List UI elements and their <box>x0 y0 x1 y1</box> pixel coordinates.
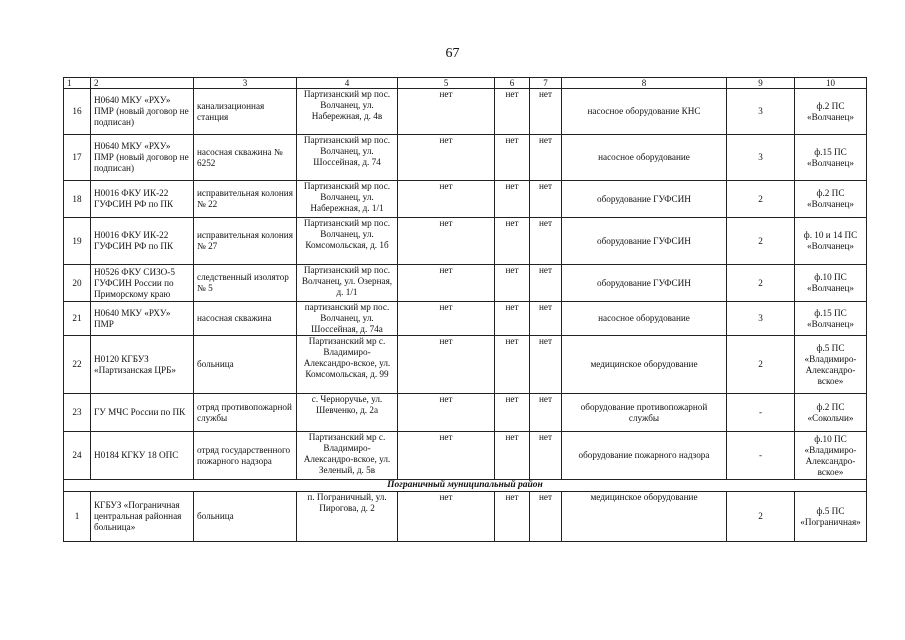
col5-value: нет <box>398 135 495 181</box>
row-number: 19 <box>64 218 91 265</box>
data-table <box>63 77 867 542</box>
table-row <box>64 302 867 336</box>
col5-value: нет <box>398 218 495 265</box>
col7-value: нет <box>530 492 562 542</box>
table-row <box>64 218 867 265</box>
col6-value: нет <box>495 89 530 135</box>
header-cell: 2 <box>91 78 194 89</box>
facility-type: насосная скважина № 6252 <box>194 135 297 181</box>
equipment-type: насосное оборудование <box>562 302 727 336</box>
equipment-type: оборудование ГУФСИН <box>562 218 727 265</box>
row-number: 16 <box>64 89 91 135</box>
form-reference: ф.15 ПС «Волчанец» <box>795 302 867 336</box>
row-number: 21 <box>64 302 91 336</box>
col6-value: нет <box>495 492 530 542</box>
row-number: 23 <box>64 394 91 432</box>
organization-name: ГУ МЧС России по ПК <box>91 394 194 432</box>
facility-address: Партизанский мр пос. Волчанец, ул. Озерная, д. 1/1 <box>297 265 398 302</box>
row-number: 20 <box>64 265 91 302</box>
col6-value: нет <box>495 394 530 432</box>
header-cell: 4 <box>297 78 398 89</box>
facility-address: с. Черноручье, ул. Шевченко, д. 2а <box>297 394 398 432</box>
facility-address: Партизанский мр пос. Волчанец, ул. Набережная, д. 1/1 <box>297 181 398 218</box>
col5-value: нет <box>398 302 495 336</box>
equipment-type: насосное оборудование <box>562 135 727 181</box>
count-value: 2 <box>727 181 795 218</box>
facility-address: Партизанский мр пос. Волчанец, ул. Комсомольская, д. 1б <box>297 218 398 265</box>
facility-type: исправительная колония № 27 <box>194 218 297 265</box>
equipment-type: медицинское оборудование <box>562 336 727 394</box>
form-reference: ф.2 ПС «Волчанец» <box>795 181 867 218</box>
col6-value: нет <box>495 336 530 394</box>
facility-type: отряд противопожарной службы <box>194 394 297 432</box>
col7-value: нет <box>530 394 562 432</box>
col6-value: нет <box>495 432 530 480</box>
page-number: 67 <box>445 46 460 61</box>
organization-name: Н0184 КГКУ 18 ОПС <box>91 432 194 480</box>
table-row <box>64 336 867 394</box>
organization-name: Н0640 МКУ «РХУ» ПМР <box>91 302 194 336</box>
row-number: 22 <box>64 336 91 394</box>
col7-value: нет <box>530 181 562 218</box>
organization-name: Н0016 ФКУ ИК-22 ГУФСИН РФ по ПК <box>91 181 194 218</box>
organization-name: Н0640 МКУ «РХУ» ПМР (новый договор не подписан) <box>91 89 194 135</box>
organization-name: КГБУЗ «Пограничная центральная районная больница» <box>91 492 194 542</box>
col6-value: нет <box>495 218 530 265</box>
facility-address: партизанский мр пос. Волчанец, ул. Шоссейная, д. 74а <box>297 302 398 336</box>
equipment-type: оборудование пожарного надзора <box>562 432 727 480</box>
header-cell: 7 <box>530 78 562 89</box>
col5-value: нет <box>398 89 495 135</box>
header-row <box>64 78 867 89</box>
facility-type: отряд государственного пожарного надзора <box>194 432 297 480</box>
header-cell: 1 <box>64 78 91 89</box>
count-value: - <box>727 432 795 480</box>
equipment-type: медицинское оборудование <box>562 492 727 542</box>
section-row <box>64 480 867 492</box>
organization-name: Н0526 ФКУ СИЗО-5 ГУФСИН России по Приморскому краю <box>91 265 194 302</box>
form-reference: ф.10 ПС «Волчанец» <box>795 265 867 302</box>
facility-type: больница <box>194 492 297 542</box>
facility-type: насосная скважина <box>194 302 297 336</box>
table-row <box>64 432 867 480</box>
header-cell: 6 <box>495 78 530 89</box>
col5-value: нет <box>398 181 495 218</box>
equipment-type: оборудование ГУФСИН <box>562 265 727 302</box>
col6-value: нет <box>495 135 530 181</box>
table-row <box>64 265 867 302</box>
col7-value: нет <box>530 432 562 480</box>
col5-value: нет <box>398 432 495 480</box>
form-reference: ф.5 ПС «Пограничная» <box>795 492 867 542</box>
count-value: 3 <box>727 89 795 135</box>
col6-value: нет <box>495 302 530 336</box>
facility-address: Партизанский мр пос. Волчанец, ул. Набережная, д. 4в <box>297 89 398 135</box>
form-reference: ф.15 ПС «Волчанец» <box>795 135 867 181</box>
count-value: 2 <box>727 265 795 302</box>
section-title: Пограничный муниципальный район <box>64 480 867 492</box>
header-cell: 8 <box>562 78 727 89</box>
facility-type: исправительная колония № 22 <box>194 181 297 218</box>
header-cell: 9 <box>727 78 795 89</box>
col5-value: нет <box>398 336 495 394</box>
row-number: 1 <box>64 492 91 542</box>
count-value: 2 <box>727 336 795 394</box>
col7-value: нет <box>530 302 562 336</box>
facility-address: п. Пограничный, ул. Пирогова, д. 2 <box>297 492 398 542</box>
form-reference: ф.10 ПС «Владимиро-Александро-вское» <box>795 432 867 480</box>
form-reference: ф.2 ПС «Сокольчи» <box>795 394 867 432</box>
col5-value: нет <box>398 492 495 542</box>
header-cell: 10 <box>795 78 867 89</box>
organization-name: Н0640 МКУ «РХУ» ПМР (новый договор не подписан) <box>91 135 194 181</box>
header-cell: 3 <box>194 78 297 89</box>
col6-value: нет <box>495 181 530 218</box>
col7-value: нет <box>530 89 562 135</box>
table-row <box>64 181 867 218</box>
facility-type: канализационная станция <box>194 89 297 135</box>
col5-value: нет <box>398 265 495 302</box>
facility-type: следственный изолятор № 5 <box>194 265 297 302</box>
header-cell: 5 <box>398 78 495 89</box>
count-value: 3 <box>727 135 795 181</box>
row-number: 17 <box>64 135 91 181</box>
form-reference: ф. 10 и 14 ПС «Волчанец» <box>795 218 867 265</box>
equipment-type: оборудование ГУФСИН <box>562 181 727 218</box>
count-value: - <box>727 394 795 432</box>
table-row <box>64 135 867 181</box>
col7-value: нет <box>530 336 562 394</box>
facility-type: больница <box>194 336 297 394</box>
row-number: 18 <box>64 181 91 218</box>
organization-name: Н0120 КГБУЗ «Партизанская ЦРБ» <box>91 336 194 394</box>
form-reference: ф.2 ПС «Волчанец» <box>795 89 867 135</box>
col7-value: нет <box>530 218 562 265</box>
table-row <box>64 394 867 432</box>
table-row <box>64 492 867 542</box>
col6-value: нет <box>495 265 530 302</box>
col7-value: нет <box>530 265 562 302</box>
equipment-type: оборудование противопожарной службы <box>562 394 727 432</box>
equipment-type: насосное оборудование КНС <box>562 89 727 135</box>
col5-value: нет <box>398 394 495 432</box>
organization-name: Н0016 ФКУ ИК-22 ГУФСИН РФ по ПК <box>91 218 194 265</box>
facility-address: Партизанский мр с. Владимиро-Александро-вское, ул. Зеленый, д. 5в <box>297 432 398 480</box>
count-value: 3 <box>727 302 795 336</box>
table-row <box>64 89 867 135</box>
col7-value: нет <box>530 135 562 181</box>
count-value: 2 <box>727 218 795 265</box>
count-value: 2 <box>727 492 795 542</box>
form-reference: ф.5 ПС «Владимиро-Александро-вское» <box>795 336 867 394</box>
facility-address: Партизанский мр пос. Волчанец, ул. Шоссейная, д. 74 <box>297 135 398 181</box>
facility-address: Партизанский мр с. Владимиро-Александро-вское, ул. Комсомольская, д. 99 <box>297 336 398 394</box>
row-number: 24 <box>64 432 91 480</box>
